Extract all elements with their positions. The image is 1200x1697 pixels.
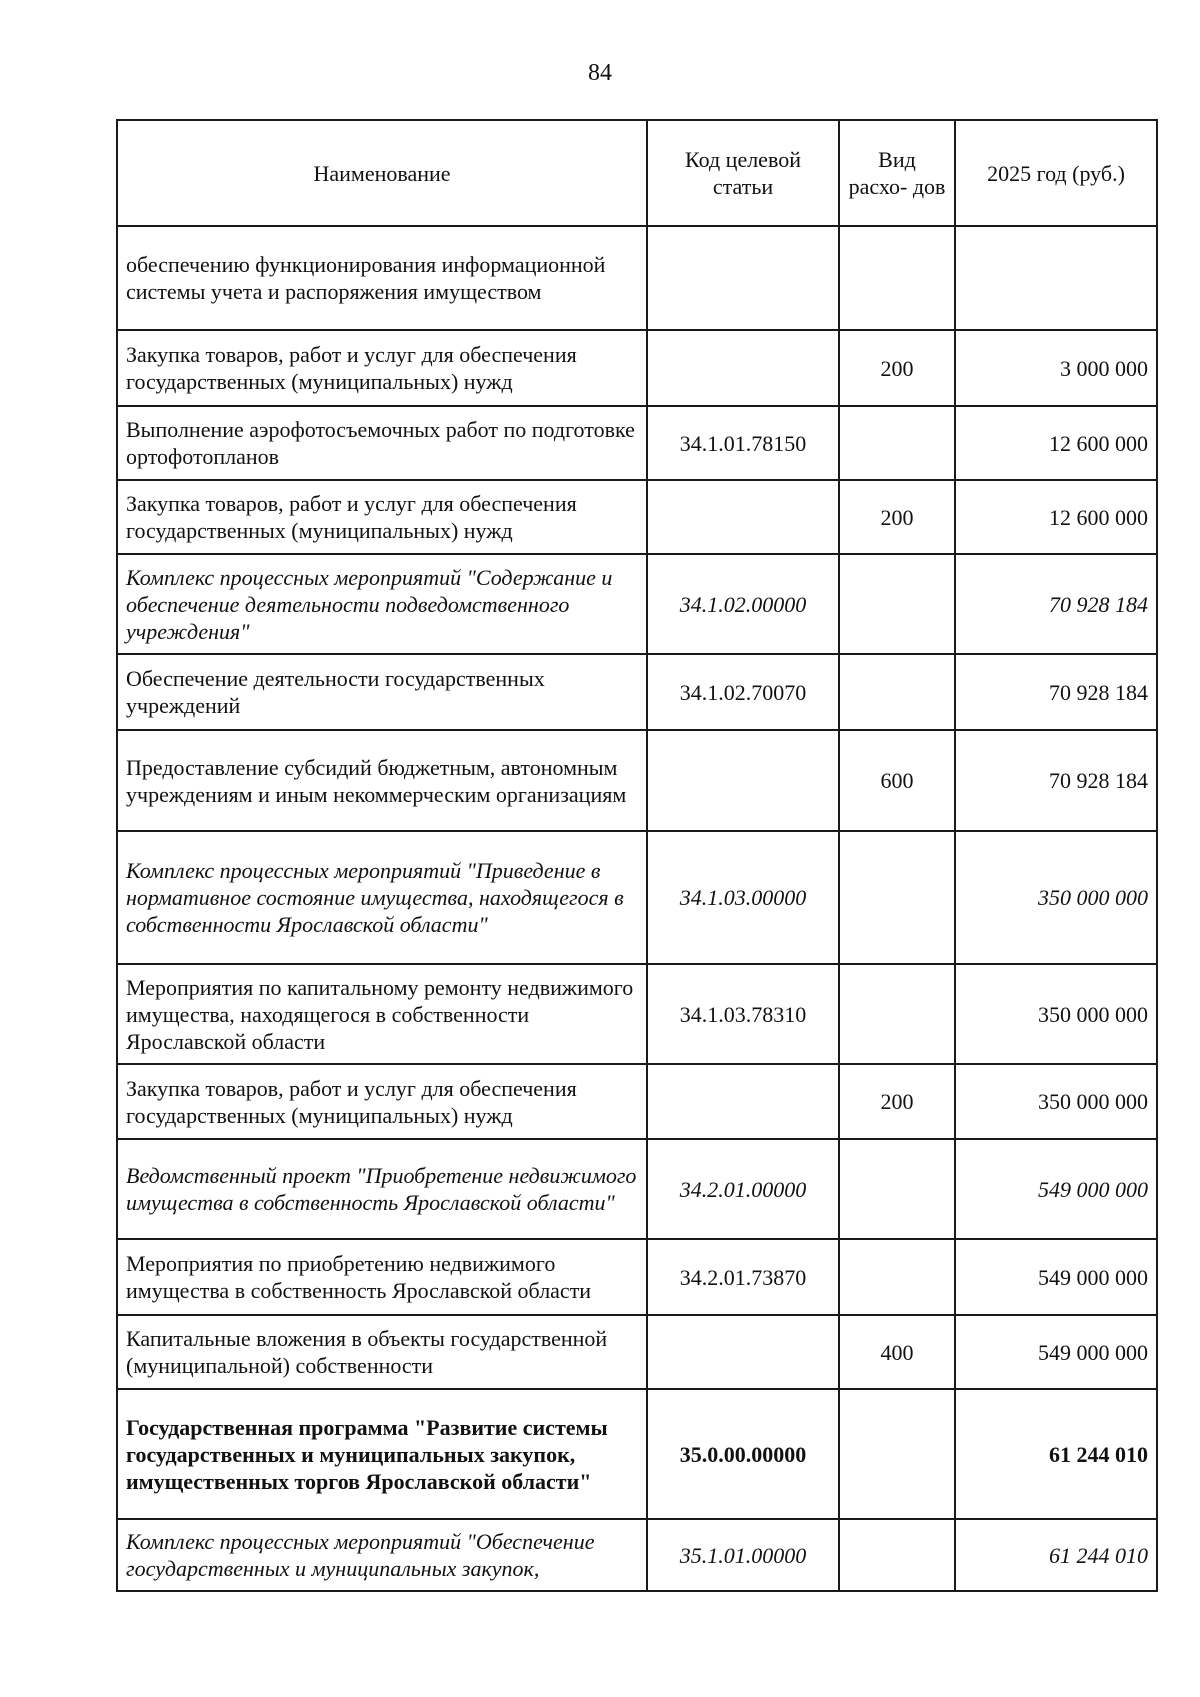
- row-code: [647, 226, 839, 330]
- row-code: 35.1.01.00000: [647, 1519, 839, 1591]
- row-name: обеспечению функционирования информационной системы учета и распоряжения имуществом: [117, 226, 647, 330]
- table-row: [117, 654, 1157, 730]
- row-type: 600: [839, 730, 955, 831]
- table-row: [117, 330, 1157, 406]
- row-type: 200: [839, 330, 955, 406]
- table-row: [117, 226, 1157, 330]
- row-name: Мероприятия по капитальному ремонту недвижимого имущества, находящегося в собственности Ярославской области: [117, 964, 647, 1064]
- row-amount: 3 000 000: [955, 330, 1157, 406]
- row-type: 200: [839, 480, 955, 554]
- row-code: 34.1.02.00000: [647, 554, 839, 654]
- row-amount: 549 000 000: [955, 1139, 1157, 1239]
- row-amount: 70 928 184: [955, 654, 1157, 730]
- row-type: 400: [839, 1315, 955, 1389]
- row-type: [839, 1519, 955, 1591]
- table-row: [117, 1519, 1157, 1591]
- row-type: [839, 831, 955, 964]
- row-amount: 12 600 000: [955, 480, 1157, 554]
- row-amount: 61 244 010: [955, 1519, 1157, 1591]
- table-row: [117, 406, 1157, 480]
- table-row: [117, 1239, 1157, 1315]
- row-code: 34.1.03.00000: [647, 831, 839, 964]
- row-code: [647, 1064, 839, 1139]
- row-name: Закупка товаров, работ и услуг для обеспечения государственных (муниципальных) нужд: [117, 480, 647, 554]
- row-type: 200: [839, 1064, 955, 1139]
- row-type: [839, 226, 955, 330]
- row-amount: 549 000 000: [955, 1315, 1157, 1389]
- row-code: [647, 730, 839, 831]
- row-name: Комплекс процессных мероприятий "Приведение в нормативное состояние имущества, находящегося в собственности Ярославской области": [117, 831, 647, 964]
- header-name: Наименование: [117, 120, 647, 226]
- row-amount: 61 244 010: [955, 1389, 1157, 1519]
- row-amount: 350 000 000: [955, 1064, 1157, 1139]
- row-name: Обеспечение деятельности государственных учреждений: [117, 654, 647, 730]
- table-header-row: [117, 120, 1157, 226]
- table-row: [117, 1139, 1157, 1239]
- row-name: Ведомственный проект "Приобретение недвижимого имущества в собственность Ярославской области": [117, 1139, 647, 1239]
- header-type: Вид расхо- дов: [839, 120, 955, 226]
- row-name: Закупка товаров, работ и услуг для обеспечения государственных (муниципальных) нужд: [117, 1064, 647, 1139]
- row-type: [839, 1139, 955, 1239]
- row-type: [839, 1389, 955, 1519]
- row-type: [839, 1239, 955, 1315]
- header-amount: 2025 год (руб.): [955, 120, 1157, 226]
- row-code: [647, 480, 839, 554]
- row-type: [839, 964, 955, 1064]
- row-type: [839, 406, 955, 480]
- row-name: Предоставление субсидий бюджетным, автономным учреждениям и иным некоммерческим организациям: [117, 730, 647, 831]
- row-name: Комплекс процессных мероприятий "Обеспечение государственных и муниципальных закупок,: [117, 1519, 647, 1591]
- row-name: Выполнение аэрофотосъемочных работ по подготовке ортофотопланов: [117, 406, 647, 480]
- row-name: Государственная программа "Развитие системы государственных и муниципальных закупок, имущественных торгов Ярославской области": [117, 1389, 647, 1519]
- row-code: [647, 1315, 839, 1389]
- row-code: 34.2.01.00000: [647, 1139, 839, 1239]
- row-name: Капитальные вложения в объекты государственной (муниципальной) собственности: [117, 1315, 647, 1389]
- table-row: [117, 1389, 1157, 1519]
- table-row: [117, 480, 1157, 554]
- row-amount: 350 000 000: [955, 964, 1157, 1064]
- table-row: [117, 1064, 1157, 1139]
- row-amount: 12 600 000: [955, 406, 1157, 480]
- table-row: [117, 554, 1157, 654]
- row-code: [647, 330, 839, 406]
- row-code: 34.1.01.78150: [647, 406, 839, 480]
- row-amount: 70 928 184: [955, 554, 1157, 654]
- row-amount: 350 000 000: [955, 831, 1157, 964]
- row-code: 34.2.01.73870: [647, 1239, 839, 1315]
- table-row: [117, 730, 1157, 831]
- row-type: [839, 654, 955, 730]
- row-name: Мероприятия по приобретению недвижимого имущества в собственность Ярославской области: [117, 1239, 647, 1315]
- row-code: 35.0.00.00000: [647, 1389, 839, 1519]
- header-code: Код целевой статьи: [647, 120, 839, 226]
- table-row: [117, 1315, 1157, 1389]
- table-row: [117, 831, 1157, 964]
- row-amount: [955, 226, 1157, 330]
- budget-table: [116, 119, 1158, 1592]
- row-amount: 549 000 000: [955, 1239, 1157, 1315]
- row-name: Комплекс процессных мероприятий "Содержание и обеспечение деятельности подведомственного учреждения": [117, 554, 647, 654]
- row-code: 34.1.03.78310: [647, 964, 839, 1064]
- row-type: [839, 554, 955, 654]
- page-number: 84: [588, 60, 612, 86]
- table-row: [117, 964, 1157, 1064]
- row-code: 34.1.02.70070: [647, 654, 839, 730]
- row-name: Закупка товаров, работ и услуг для обеспечения государственных (муниципальных) нужд: [117, 330, 647, 406]
- row-amount: 70 928 184: [955, 730, 1157, 831]
